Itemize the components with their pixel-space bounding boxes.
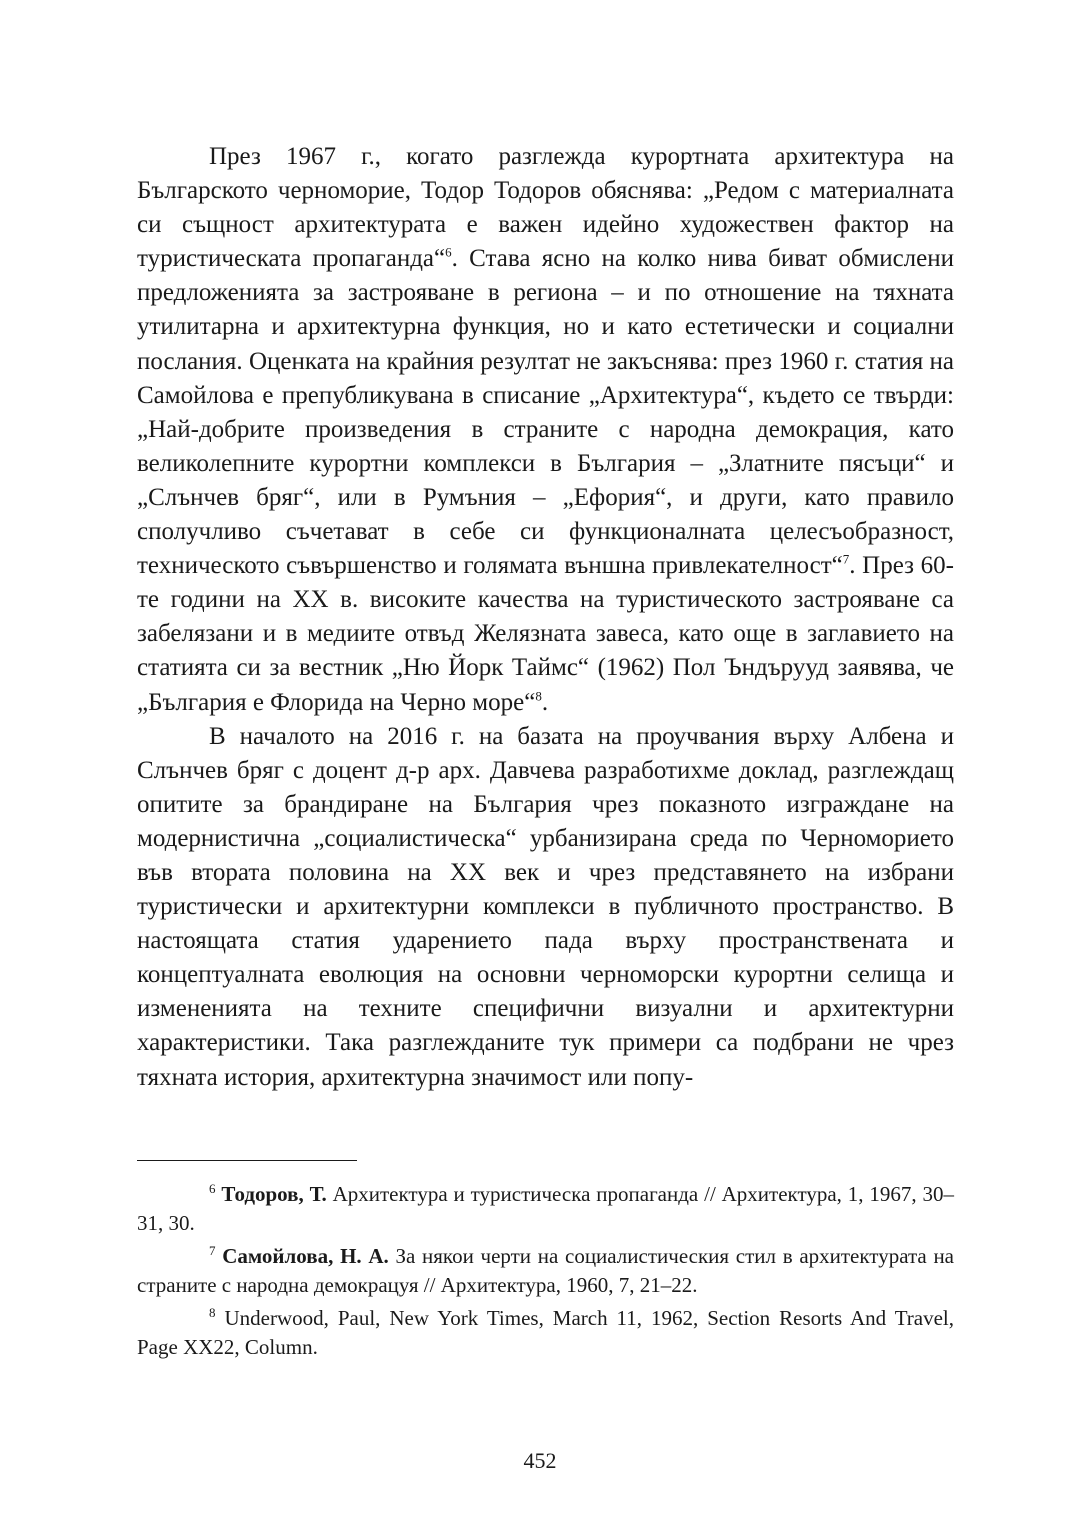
footnote-number: 6	[209, 1181, 216, 1196]
footnote-text: Архитектура и туристическа пропаганда // Архитектура, 1, 1967, 30–31, 30.	[137, 1182, 955, 1235]
paragraph-1-part-b: . Става ясно на колко нива биват обмислени предложенията за застрояване в региона – и по отношение на тяхната утилитарна и архитектурна функция, но и като естетически и социални послания. Оценката на крайния резултат не закъснява: през 1960 г. статия на Самойлова е препубликувана в списание „Архитектура“, където се твърди: „Най-добрите произведения в страните с народна демокрация, като великолепните курортни комплекси в България – „Златните пясъци“ и „Слънчев бряг“, или в Румъния – „Ефория“, и други, като правило сполучливо съчетават в себе си функционалната целесъобразност, техническото съвършенство и голямата външна привлекателност“	[137, 245, 955, 580]
footnote-number: 8	[209, 1305, 216, 1320]
footnote-ref-7[interactable]: 7	[842, 551, 850, 567]
footnotes	[137, 1180, 954, 1366]
footnote-text: За някои черти на социалистическия стил в архитектурата на страните с народна демокрацуя // Архитектура, 1960, 7, 21–22.	[137, 1244, 955, 1297]
footnote-text: Underwood, Paul, New York Times, March 11, 1962, Section Resorts And Travel, Page XX22, Column.	[137, 1306, 954, 1359]
main-text	[137, 140, 954, 1095]
footnote-separator	[137, 1160, 357, 1161]
footnote-6	[137, 1180, 954, 1238]
footnote-8	[137, 1304, 954, 1362]
footnote-author: Самойлова, Н. А.	[222, 1244, 389, 1268]
paragraph-2: В началото на 2016 г. на базата на проучвания върху Албена и Слънчев бряг с доцент д-р арх. Давчева разработихме доклад, разглеждащ опитите за брандиране на България чрез показното изграждане на модернистична „социалистическа“ урбанизирана среда по Черноморието във втората половина на XX век и чрез представянето на избрани туристически и архитектурни комплекси в публичното пространство. В настоящата статия ударението пада върху пространствената и концептуалната еволюция на основни черноморски курортни селища и измененията на техните специфични визуални и архитектурни характеристики. Така разглежданите тук примери са подбрани не чрез тяхната история, архитектурна значимост или попу-	[137, 722, 954, 1091]
footnote-7	[137, 1242, 954, 1300]
footnote-ref-6[interactable]: 6	[445, 244, 452, 260]
footnote-number: 7	[209, 1243, 216, 1258]
paragraph-1	[137, 140, 954, 720]
page-number: 452	[523, 1448, 557, 1473]
paragraph-1-part-c: . През 60-те години на XX в. високите качества на туристическото застрояване са забелязани и в медиите отвъд Желязната завеса, като още в заглавието на статията си за вестник „Ню Йорк Таймс“ (1962) Пол Ъндърууд заявява, че „България е Флорида на Черно море“	[137, 552, 955, 716]
footnote-author: Тодоров, Т.	[221, 1182, 327, 1206]
paragraph-1-part-d: .	[541, 688, 549, 716]
footnote-ref-8[interactable]: 8	[535, 688, 542, 704]
paragraph-1-part-a: През 1967 г., когато разглежда курортната архитектура на Българското черноморие, Тодор Тодоров обяснява: „Редом с материалната си същност архитектурата е важен идейно художествен фактор на туристическата пропаганда“	[137, 143, 954, 273]
